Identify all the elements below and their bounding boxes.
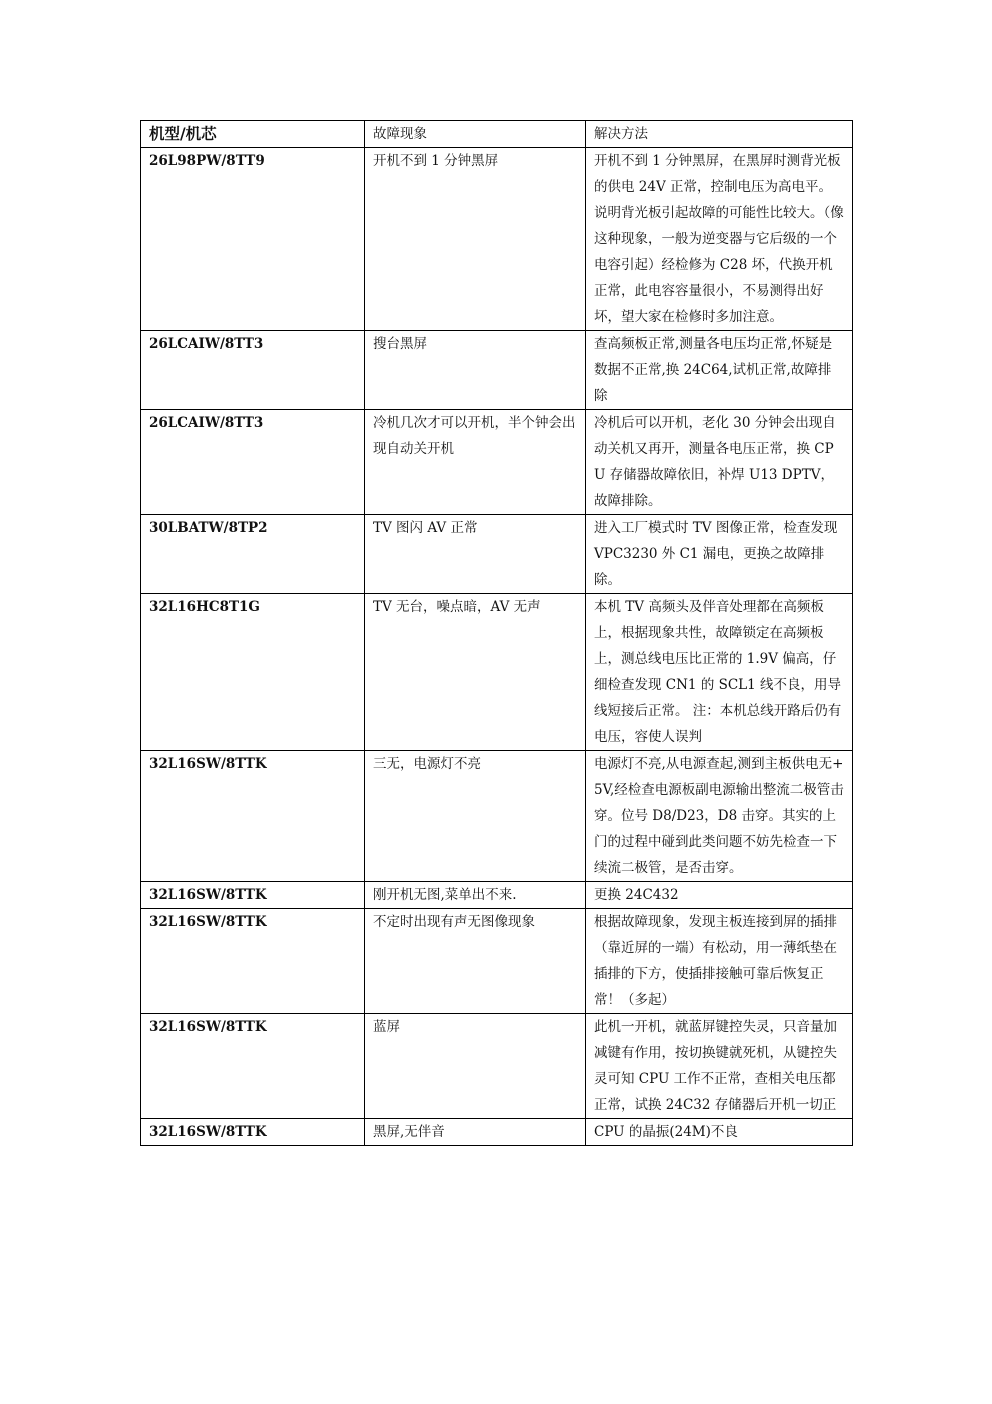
- cell-symptom: 不定时出现有声无图像现象: [365, 909, 586, 1014]
- cell-solution: 冷机后可以开机，老化 30 分钟会出现自动关机又再开，测量各电压正常，换 CPU 存储器故障依旧，补焊 U13 DPTV，故障排除。: [586, 410, 853, 515]
- fault-repair-table: [140, 120, 853, 1146]
- cell-model: 32L16SW/8TTK: [141, 751, 365, 882]
- cell-symptom: 刚开机无图,菜单出不来.: [365, 882, 586, 909]
- cell-model: 32L16HC8T1G: [141, 594, 365, 751]
- cell-solution: 更换 24C432: [586, 882, 853, 909]
- cell-symptom: TV 无台，噪点暗，AV 无声: [365, 594, 586, 751]
- cell-solution: 根据故障现象，发现主板连接到屏的插排（靠近屏的一端）有松动，用一薄纸垫在插排的下方，使插排接触可靠后恢复正常！（多起）: [586, 909, 853, 1014]
- cell-symptom: 冷机几次才可以开机，半个钟会出现自动关开机: [365, 410, 586, 515]
- cell-model: 30LBATW/8TP2: [141, 515, 365, 594]
- table-row: [141, 515, 853, 594]
- table-row: [141, 594, 853, 751]
- cell-solution: 进入工厂模式时 TV 图像正常，检查发现 VPC3230 外 C1 漏电，更换之故障排除。: [586, 515, 853, 594]
- cell-symptom: 搜台黑屏: [365, 331, 586, 410]
- cell-solution: 查高频板正常,测量各电压均正常,怀疑是数据不正常,换 24C64,试机正常,故障排除: [586, 331, 853, 410]
- header-model: 机型/机芯: [141, 121, 365, 148]
- cell-model: 32L16SW/8TTK: [141, 909, 365, 1014]
- cell-solution: 本机 TV 高频头及伴音处理都在高频板上，根据现象共性，故障锁定在高频板上，测总线电压比正常的 1.9V 偏高，仔细检查发现 CN1 的 SCL1 线不良，用导线短接后正常。 注：本机总线开路后仍有电压，容使人误判: [586, 594, 853, 751]
- table-row: [141, 148, 853, 331]
- cell-model: 32L16SW/8TTK: [141, 1119, 365, 1146]
- table-row: [141, 909, 853, 1014]
- table-row: [141, 751, 853, 882]
- header-symptom: 故障现象: [365, 121, 586, 148]
- cell-symptom: 三无，电源灯不亮: [365, 751, 586, 882]
- table-row: [141, 882, 853, 909]
- cell-model: 26LCAIW/8TT3: [141, 331, 365, 410]
- table-row: [141, 410, 853, 515]
- table-header-row: [141, 121, 853, 148]
- table-row: [141, 1119, 853, 1146]
- cell-model: 32L16SW/8TTK: [141, 1014, 365, 1119]
- cell-solution: 开机不到 1 分钟黑屏，在黑屏时测背光板的供电 24V 正常，控制电压为高电平。说明背光板引起故障的可能性比较大。（像这种现象，一般为逆变器与它后级的一个电容引起）经检修为 C28 坏，代换开机正常，此电容容量很小，不易测得出好坏，望大家在检修时多加注意。: [586, 148, 853, 331]
- cell-model: 32L16SW/8TTK: [141, 882, 365, 909]
- header-solution: 解决方法: [586, 121, 853, 148]
- cell-symptom: TV 图闪 AV 正常: [365, 515, 586, 594]
- cell-symptom: 蓝屏: [365, 1014, 586, 1119]
- cell-symptom: 开机不到 1 分钟黑屏: [365, 148, 586, 331]
- table-row: [141, 1014, 853, 1119]
- cell-solution: CPU 的晶振(24M)不良: [586, 1119, 853, 1146]
- cell-model: 26LCAIW/8TT3: [141, 410, 365, 515]
- cell-symptom: 黑屏,无伴音: [365, 1119, 586, 1146]
- cell-solution: 此机一开机，就蓝屏键控失灵，只音量加减键有作用，按切换键就死机，从键控失灵可知 CPU 工作不正常，查相关电压都正常，试换 24C32 存储器后开机一切正: [586, 1014, 853, 1119]
- cell-model: 26L98PW/8TT9: [141, 148, 365, 331]
- table-row: [141, 331, 853, 410]
- cell-solution: 电源灯不亮,从电源查起,测到主板供电无+5V,经检查电源板副电源输出整流二极管击穿。位号 D8/D23，D8 击穿。其实的上门的过程中碰到此类问题不妨先检查一下续流二极管，是否击穿。: [586, 751, 853, 882]
